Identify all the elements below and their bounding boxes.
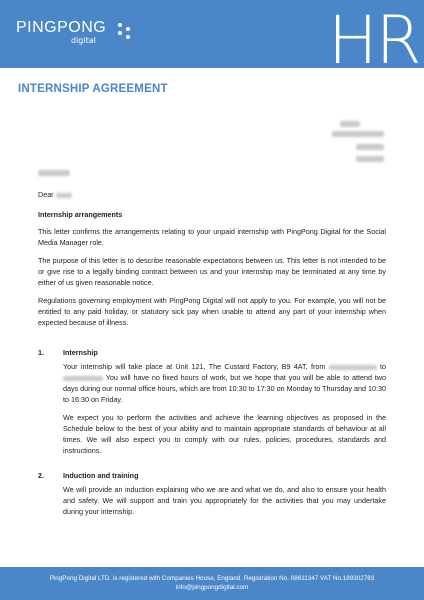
logo-dots-icon xyxy=(118,21,138,41)
company-logo xyxy=(16,19,107,45)
paragraph-regulations: Regulations governing employment with PingPong Digital will not apply to you. For example, you will not be entitled to any paid holiday, or statutory sick pay when unable to attend any part of your internship when expected because of illness. xyxy=(38,296,386,327)
paragraph-purpose: The purpose of this letter is to describe reasonable expectations between us. This letter is not intended to be or give rise to a legally binding contract between us and your internship may be terminated at any time by either of us given reasonable notice. xyxy=(38,256,386,287)
letterhead-footer xyxy=(0,567,424,600)
section-number: 2. xyxy=(38,471,44,480)
section-paragraph: We will provide an induction explaining who we are and what we do, and also to ensure your health and safety. We will support and train you appropriately for the activities that you may undertake during your internship. xyxy=(63,485,386,516)
redacted-name-line xyxy=(38,170,70,176)
letter-body xyxy=(38,189,386,517)
salutation: Dear xyxy=(38,190,54,199)
logo-wordmark: PINGPONG xyxy=(16,19,107,36)
footer-email: info@pingpongdigital.com xyxy=(175,584,249,591)
redacted-start-date xyxy=(329,365,377,370)
document-title: INTERNSHIP AGREEMENT xyxy=(18,83,168,95)
section-internship xyxy=(38,347,386,456)
redacted-recipient-name xyxy=(56,193,72,198)
text-span: Your internship will take place at Unit 121, The Custard Factory, B9 4AT, from xyxy=(63,362,326,371)
text-span: You will have no fixed hours of work, but we hope that you will be able to attend two days during our normal office hours, which are from 10:30 to 17:30 on Monday to Thursday and 10:30 to 16:30 on Friday. xyxy=(63,373,386,404)
letter-heading: Internship arrangements xyxy=(38,210,123,219)
redacted-end-date xyxy=(63,376,103,381)
section-title: Induction and training xyxy=(63,471,139,480)
section-paragraph: We expect you to perform the activities and achieve the learning objectives as proposed in the Schedule below to the best of your ability and to maintain appropriate standards of behaviour at all times. We will also expect you to comply with our rules, policies, procedures, standards and instructions. xyxy=(63,413,386,455)
salutation-line xyxy=(38,189,386,200)
logo-subtext: digital xyxy=(71,36,96,45)
text-span: to xyxy=(380,362,387,371)
department-mark: HR xyxy=(328,2,420,68)
footer-registration: PingPong Digital LTD. is registered with Companies House, England. Registration No. 08611347 VAT No.189302783 xyxy=(49,575,375,582)
section-paragraph xyxy=(63,361,386,405)
section-number: 1. xyxy=(38,348,44,357)
section-title: Internship xyxy=(63,348,98,357)
section-induction xyxy=(38,470,386,517)
letterhead-banner xyxy=(0,0,424,68)
paragraph-intro: This letter confirms the arrangements relating to your unpaid internship with PingPong Digital for the Social Media Manager role. xyxy=(38,227,386,247)
